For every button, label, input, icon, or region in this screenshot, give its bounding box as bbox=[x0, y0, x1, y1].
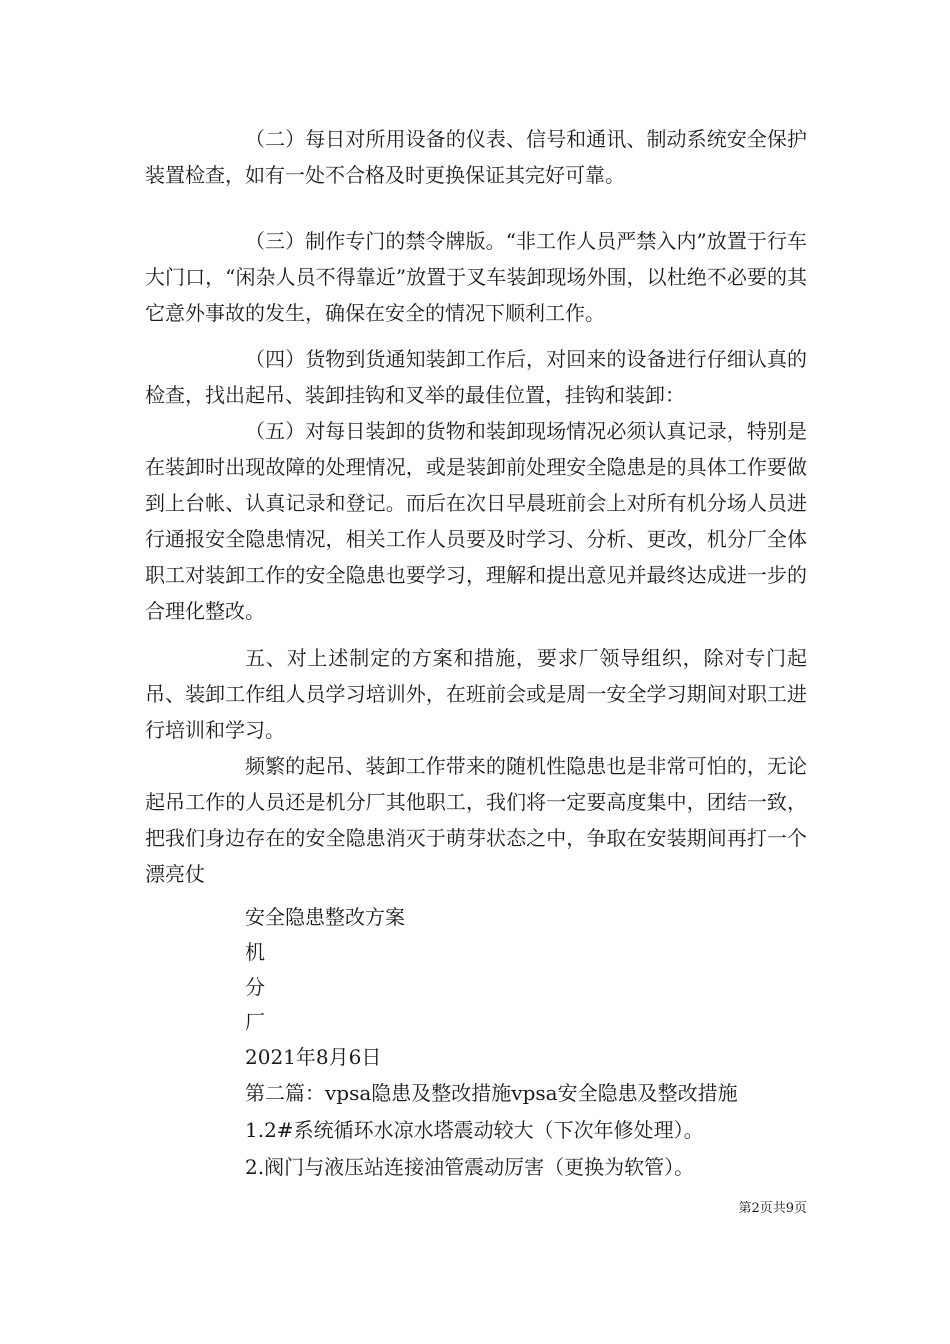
date-line: 2021年8月6日 bbox=[245, 1045, 382, 1069]
measure-item-2: 2.阀门与液压站连接油管震动厉害（更换为软管）。 bbox=[245, 1155, 695, 1179]
dept-char-2: 分 bbox=[245, 975, 265, 999]
paragraph-5: （五）对每日装卸的货物和装卸现场情况必须认真记录，特别是在装卸时出现故障的处理情况，或是装卸前处理安全隐患是的具体工作要做到上台帐、认真记录和登记。而后在次日早晨班前会上对所有机分场人员进行通报安全隐患情况，相关工作人员要及时学习、分析、更改，机分厂全体职工对装卸工作的安全隐患也要学习，理解和提出意见并最终达成进一步的合理化整改。 bbox=[145, 419, 807, 623]
paragraph-2: （二）每日对所用设备的仪表、信号和通讯、制动系统安全保护装置检查，如有一处不合格及时更换保证其完好可靠。 bbox=[145, 127, 807, 187]
chapter-heading: 第二篇：vpsa隐患及整改措施vpsa安全隐患及整改措施 bbox=[245, 1081, 738, 1105]
paragraph-3: （三）制作专门的禁令牌版。“非工作人员严禁入内”放置于行车大门口，“闲杂人员不得靠近”放置于叉车装卸现场外围，以杜绝不必要的其它意外事故的发生，确保在安全的情况下顺利工作。 bbox=[145, 229, 807, 325]
dept-char-3: 厂 bbox=[245, 1010, 265, 1034]
page-number-footer: 第2页共9页 bbox=[738, 1201, 807, 1216]
paragraph-section-5: 五、对上述制定的方案和措施，要求厂领导组织，除对专门起吊、装卸工作组人员学习培训外，在班前会或是周一安全学习期间对职工进行培训和学习。 bbox=[145, 646, 807, 742]
paragraph-4: （四）货物到货通知装卸工作后，对回来的设备进行仔细认真的检查，找出起吊、装卸挂钩和叉举的最佳位置，挂钩和装卸： bbox=[145, 347, 807, 407]
paragraph-closing: 频繁的起吊、装卸工作带来的随机性隐患也是非常可怕的，无论起吊工作的人员还是机分厂其他职工，我们将一定要高度集中，团结一致，把我们身边存在的安全隐患消灭于萌芽状态之中，争取在安装期间再打一个漂亮仗 bbox=[145, 754, 807, 886]
plan-title: 安全隐患整改方案 bbox=[245, 905, 405, 929]
dept-char-1: 机 bbox=[245, 940, 265, 964]
measure-item-1: 1.2#系统循环水凉水塔震动较大（下次年修处理）。 bbox=[245, 1118, 704, 1142]
